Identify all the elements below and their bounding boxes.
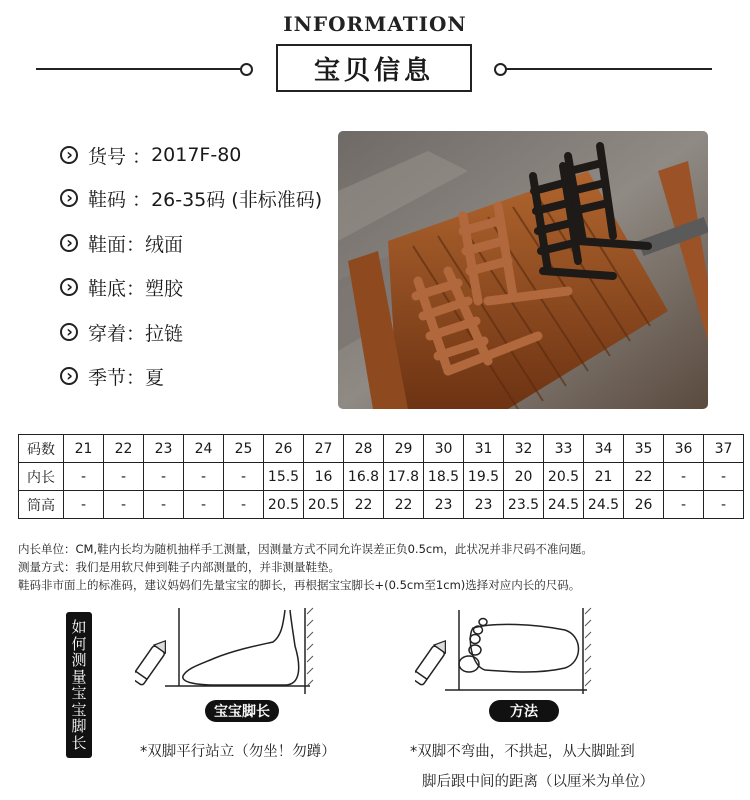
- vlabel-char: 脚: [71, 717, 87, 735]
- vlabel-char: 何: [71, 634, 87, 653]
- info-separator: ：: [126, 145, 152, 168]
- info-label: 季节: [88, 366, 127, 389]
- vlabel-char: 宝: [71, 684, 87, 702]
- table-cell: -: [144, 491, 184, 519]
- table-cell: 34: [584, 435, 624, 463]
- table-cell: 33: [544, 435, 584, 463]
- table-cell: 23: [144, 435, 184, 463]
- info-label: 鞋码: [88, 188, 127, 211]
- info-separator: ：: [126, 366, 146, 389]
- table-cell: -: [704, 491, 744, 519]
- table-cell: 17.8: [384, 463, 424, 491]
- table-cell: 15.5: [264, 463, 304, 491]
- product-photo-illustration: [338, 131, 708, 409]
- info-separator: ：: [126, 277, 146, 300]
- table-row-header-cell: 码数: [19, 435, 64, 463]
- size-table: [18, 434, 744, 519]
- table-cell: 20.5: [544, 463, 584, 491]
- table-cell: 24.5: [584, 491, 624, 519]
- table-cell: 18.5: [424, 463, 464, 491]
- header-chinese-title: 宝贝信息: [313, 55, 434, 86]
- table-cell: 30: [424, 435, 464, 463]
- arrow-circle-icon: [60, 189, 78, 207]
- vlabel-char: 宝: [71, 700, 87, 719]
- foot-top-view-illustration: [415, 606, 605, 698]
- info-row-item-number: [60, 140, 241, 170]
- info-separator: ：: [126, 322, 146, 345]
- table-cell: -: [664, 491, 704, 519]
- table-cell: 21: [584, 463, 624, 491]
- table-cell: -: [64, 463, 104, 491]
- header-title-box: [276, 44, 472, 92]
- info-value: 塑胶: [145, 277, 184, 300]
- arrow-circle-icon: [60, 367, 78, 385]
- table-cell: 22: [344, 491, 384, 519]
- info-value: 2017F-80: [151, 144, 242, 166]
- table-cell: 21: [64, 435, 104, 463]
- size-row-shaft-height: [19, 491, 744, 519]
- table-cell: 36: [664, 435, 704, 463]
- info-label: 穿着: [88, 322, 127, 345]
- foot-side-view-illustration: [135, 606, 325, 698]
- info-value: 26-35码 (非标准码): [151, 188, 323, 211]
- table-cell: -: [104, 463, 144, 491]
- info-value: 拉链: [145, 322, 184, 345]
- method-pill: 方法: [489, 700, 559, 722]
- table-cell: 37: [704, 435, 744, 463]
- arrow-circle-icon: [60, 323, 78, 341]
- table-cell: -: [664, 463, 704, 491]
- table-cell: 24.5: [544, 491, 584, 519]
- table-cell: 25: [224, 435, 264, 463]
- table-cell: 23: [424, 491, 464, 519]
- vlabel-char: 量: [71, 667, 87, 686]
- table-cell: 22: [624, 463, 664, 491]
- note-inner-length: 内长单位：CM,鞋内长均为随机抽样手工测量，因测量方式不同允许误差正负0.5cm，此状况并非尺码不准问题。: [18, 542, 593, 556]
- method-caption-line-1: *双脚不弯曲，不拱起，从大脚趾到: [410, 744, 635, 760]
- vlabel-char: 长: [71, 733, 87, 752]
- foot-length-pill: 宝宝脚长: [205, 700, 279, 722]
- table-cell: 20.5: [264, 491, 304, 519]
- table-row-header-cell: 筒高: [19, 491, 64, 519]
- product-photo: [338, 131, 708, 409]
- info-label: 鞋面: [88, 233, 127, 256]
- table-cell: 32: [504, 435, 544, 463]
- table-cell: 35: [624, 435, 664, 463]
- info-row-season: [60, 361, 164, 391]
- table-cell: 20: [504, 463, 544, 491]
- table-cell: 28: [344, 435, 384, 463]
- table-cell: 24: [184, 435, 224, 463]
- info-row-upper: [60, 228, 183, 258]
- info-label: 货号: [88, 145, 127, 168]
- table-cell: -: [144, 463, 184, 491]
- arrow-circle-icon: [60, 146, 78, 164]
- header-line-right: [506, 68, 712, 70]
- table-cell: 20.5: [304, 491, 344, 519]
- vlabel-char: 如: [71, 618, 87, 636]
- table-cell: -: [704, 463, 744, 491]
- size-row-inner-length: [19, 463, 744, 491]
- table-cell: -: [184, 463, 224, 491]
- stand-caption: *双脚平行站立（勿坐！勿蹲）: [140, 744, 336, 760]
- info-label: 鞋底: [88, 277, 127, 300]
- info-row-size: [60, 183, 322, 213]
- header-line-left: [36, 68, 242, 70]
- table-cell: 26: [264, 435, 304, 463]
- info-separator: ：: [126, 233, 146, 256]
- table-cell: 16: [304, 463, 344, 491]
- table-cell: -: [224, 463, 264, 491]
- table-cell: 19.5: [464, 463, 504, 491]
- table-cell: 22: [384, 491, 424, 519]
- table-cell: 26: [624, 491, 664, 519]
- info-row-fastening: [60, 317, 183, 347]
- table-cell: 23: [464, 491, 504, 519]
- info-value: 夏: [145, 366, 165, 389]
- note-size-advice: 鞋码非市面上的标准码，建议妈妈们先量宝宝的脚长，再根据宝宝脚长+(0.5cm至1cm)选择对应内长的尺码。: [18, 578, 581, 592]
- table-cell: 23.5: [504, 491, 544, 519]
- table-cell: 31: [464, 435, 504, 463]
- table-cell: 27: [304, 435, 344, 463]
- size-row-code: [19, 435, 744, 463]
- table-cell: 22: [104, 435, 144, 463]
- info-value: 绒面: [145, 233, 184, 256]
- table-cell: -: [224, 491, 264, 519]
- table-row-header-cell: 内长: [19, 463, 64, 491]
- arrow-circle-icon: [60, 278, 78, 296]
- header-english-title: INFORMATION: [283, 12, 467, 36]
- info-separator: ：: [126, 188, 152, 211]
- header-dot-left: [240, 63, 253, 76]
- table-cell: -: [64, 491, 104, 519]
- how-to-measure-label: [66, 612, 92, 758]
- table-cell: -: [104, 491, 144, 519]
- info-row-sole: [60, 272, 183, 302]
- method-caption-line-2: 脚后跟中间的距离（以厘米为单位）: [422, 774, 654, 790]
- arrow-circle-icon: [60, 234, 78, 252]
- table-cell: -: [184, 491, 224, 519]
- table-cell: 16.8: [344, 463, 384, 491]
- note-measure-method: 测量方式：我们是用软尺伸到鞋子内部测量的，并非测量鞋垫。: [18, 560, 340, 574]
- table-cell: 29: [384, 435, 424, 463]
- vlabel-char: 测: [71, 651, 87, 669]
